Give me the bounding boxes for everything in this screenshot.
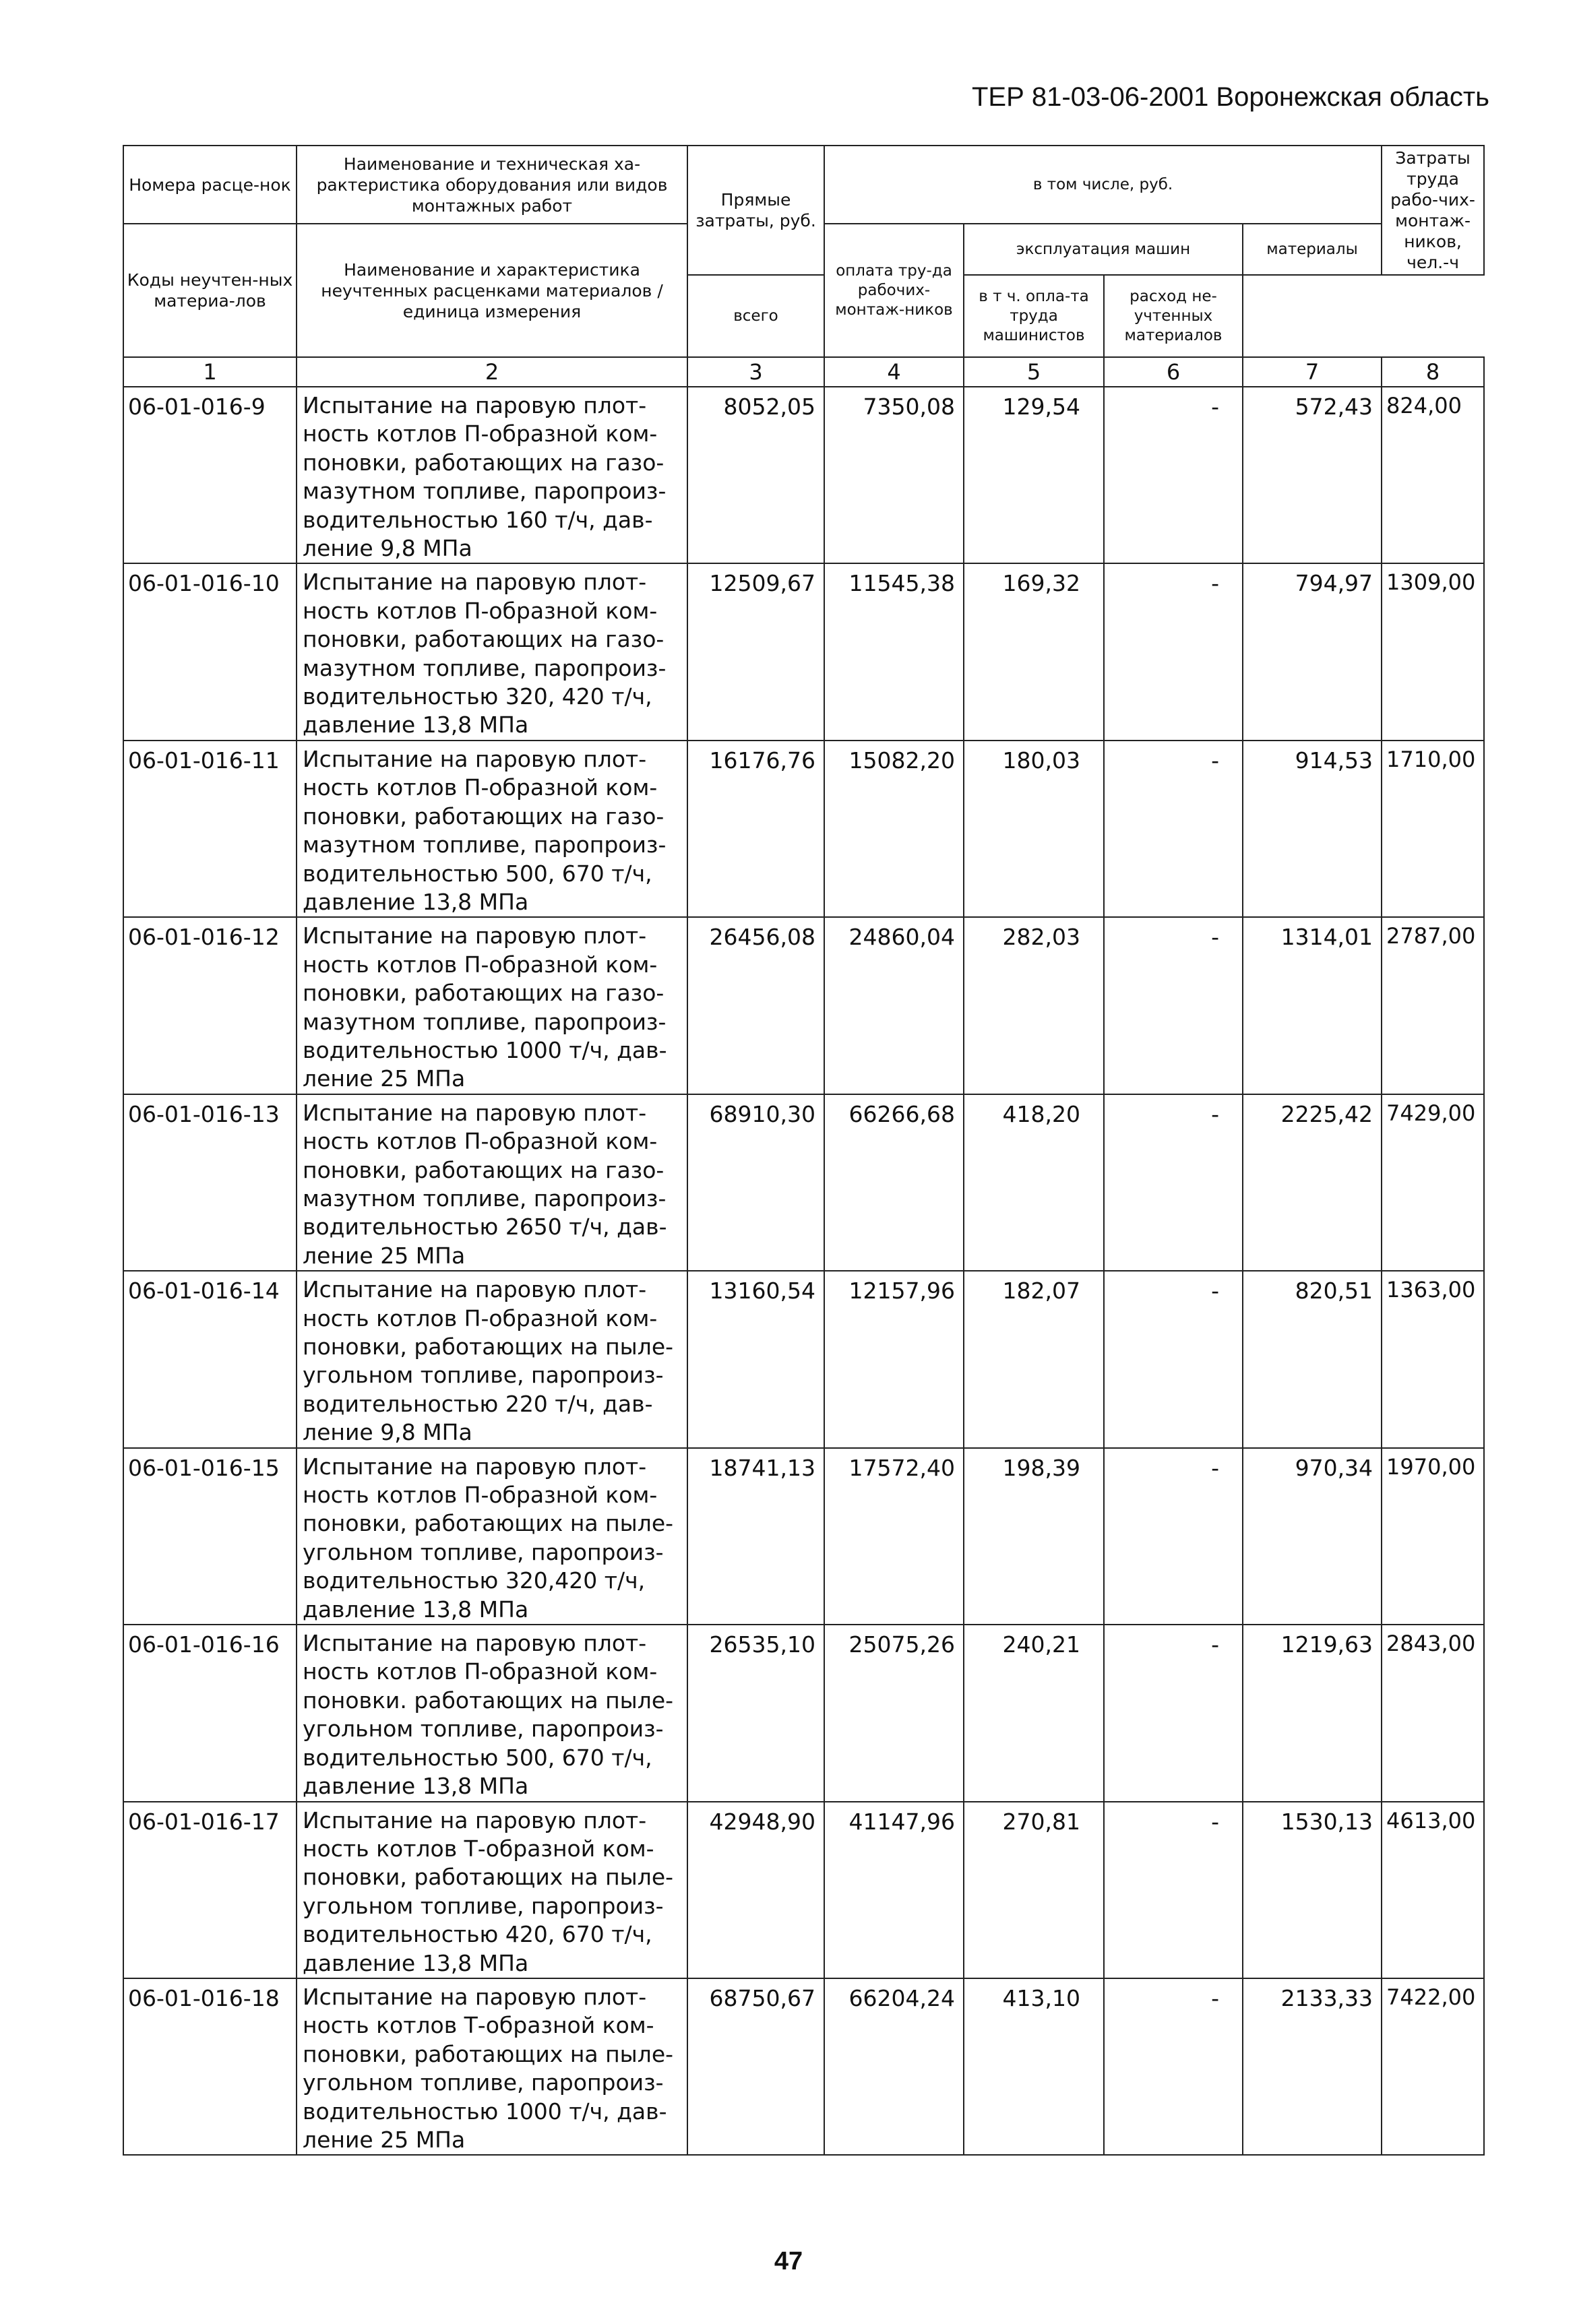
header-col2-bottom: Наименование и характеристика неучтенных расценками материалов / единица измерения bbox=[297, 224, 687, 357]
machinists-labor-cell: - bbox=[1104, 1448, 1243, 1625]
machines-total-cell: 413,10 bbox=[964, 1978, 1104, 2155]
labor-hours-cell: 4613,00 bbox=[1382, 1802, 1484, 1978]
machinists-labor-cell: - bbox=[1104, 1271, 1243, 1447]
header-col6: в т ч. опла-та труда машинистов bbox=[964, 275, 1104, 357]
column-number: 3 bbox=[687, 357, 824, 387]
labor-cost-cell: 41147,96 bbox=[824, 1802, 964, 1978]
materials-cell: 820,51 bbox=[1243, 1271, 1382, 1447]
direct-costs-cell: 42948,90 bbox=[687, 1802, 824, 1978]
materials-cell: 914,53 bbox=[1243, 741, 1382, 917]
column-number: 5 bbox=[964, 357, 1104, 387]
labor-hours-cell: 824,00 bbox=[1382, 387, 1484, 563]
table-row bbox=[123, 387, 1484, 563]
column-number: 2 bbox=[297, 357, 687, 387]
table-row bbox=[123, 1978, 1484, 2155]
rate-code-cell: 06-01-016-15 bbox=[123, 1448, 297, 1625]
machines-total-cell: 182,07 bbox=[964, 1271, 1104, 1447]
rate-code-cell: 06-01-016-10 bbox=[123, 563, 297, 740]
rates-table-body bbox=[123, 146, 1484, 2155]
labor-cost-cell: 17572,40 bbox=[824, 1448, 964, 1625]
description-cell: Испытание на паровую плот-ность котлов П-образной ком-поновки, работающих на пыле-угольном топливе, паропроиз-водительностью 220 т/ч, дав-ление 9,8 МПа bbox=[297, 1271, 687, 1447]
labor-cost-cell: 11545,38 bbox=[824, 563, 964, 740]
direct-costs-cell: 26535,10 bbox=[687, 1625, 824, 1801]
header-row-1 bbox=[123, 146, 1484, 224]
labor-cost-cell: 25075,26 bbox=[824, 1625, 964, 1801]
header-col2-top: Наименование и техническая ха-рактеристика оборудования или видов монтажных работ bbox=[297, 146, 687, 224]
rate-code-cell: 06-01-016-18 bbox=[123, 1978, 297, 2155]
rate-code-cell: 06-01-016-13 bbox=[123, 1094, 297, 1271]
labor-cost-cell: 7350,08 bbox=[824, 387, 964, 563]
labor-cost-cell: 66204,24 bbox=[824, 1978, 964, 2155]
page-number: 47 bbox=[774, 2247, 803, 2275]
materials-cell: 2133,33 bbox=[1243, 1978, 1382, 2155]
table-row bbox=[123, 1625, 1484, 1801]
column-number: 8 bbox=[1382, 357, 1484, 387]
materials-cell: 1530,13 bbox=[1243, 1802, 1382, 1978]
rate-code-cell: 06-01-016-12 bbox=[123, 917, 297, 1094]
column-number: 6 bbox=[1104, 357, 1243, 387]
description-cell: Испытание на паровую плот-ность котлов П-образной ком-поновки, работающих на газо-мазутном топливе, паропроиз-водительностью 320, 420 т/ч, давление 13,8 МПа bbox=[297, 563, 687, 740]
machinists-labor-cell: - bbox=[1104, 917, 1243, 1094]
labor-hours-cell: 1970,00 bbox=[1382, 1448, 1484, 1625]
description-cell: Испытание на паровую плот-ность котлов П-образной ком-поновки, работающих на газо-мазутном топливе, паропроиз-водительностью 2650 т/ч, дав-ление 25 МПа bbox=[297, 1094, 687, 1271]
machines-total-cell: 169,32 bbox=[964, 563, 1104, 740]
description-cell: Испытание на паровую плот-ность котлов П-образной ком-поновки, работающих на пыле-угольном топливе, паропроиз-водительностью 320,420 т/ч, давление 13,8 МПа bbox=[297, 1448, 687, 1625]
table-row bbox=[123, 917, 1484, 1094]
description-cell: Испытание на паровую плот-ность котлов П-образной ком-поновки, работающих на газо-мазутном топливе, паропроиз-водительностью 160 т/ч, дав-ление 9,8 МПа bbox=[297, 387, 687, 563]
document-header-title: ТЕР 81-03-06-2001 Воронежская область bbox=[971, 82, 1489, 112]
rate-code-cell: 06-01-016-17 bbox=[123, 1802, 297, 1978]
direct-costs-cell: 18741,13 bbox=[687, 1448, 824, 1625]
table-row bbox=[123, 1448, 1484, 1625]
machines-total-cell: 270,81 bbox=[964, 1802, 1104, 1978]
materials-cell: 794,97 bbox=[1243, 563, 1382, 740]
header-machines-group: эксплуатация машин bbox=[964, 224, 1243, 275]
description-cell: Испытание на паровую плот-ность котлов П-образной ком-поновки, работающих на газо-мазутном топливе, паропроиз-водительностью 500, 670 т/ч, давление 13,8 МПа bbox=[297, 741, 687, 917]
direct-costs-cell: 26456,08 bbox=[687, 917, 824, 1094]
direct-costs-cell: 68750,67 bbox=[687, 1978, 824, 2155]
header-group-including: в том числе, руб. bbox=[824, 146, 1382, 224]
header-col8: Затраты труда рабо-чих-монтаж-ников, чел.-ч bbox=[1382, 146, 1484, 275]
labor-cost-cell: 12157,96 bbox=[824, 1271, 964, 1447]
materials-cell: 572,43 bbox=[1243, 387, 1382, 563]
machines-total-cell: 282,03 bbox=[964, 917, 1104, 1094]
labor-hours-cell: 2787,00 bbox=[1382, 917, 1484, 1094]
description-cell: Испытание на паровую плот-ность котлов П-образной ком-поновки, работающих на газо-мазутном топливе, паропроиз-водительностью 1000 т/ч, дав-ление 25 МПа bbox=[297, 917, 687, 1094]
direct-costs-cell: 8052,05 bbox=[687, 387, 824, 563]
machinists-labor-cell: - bbox=[1104, 1802, 1243, 1978]
machinists-labor-cell: - bbox=[1104, 741, 1243, 917]
direct-costs-cell: 12509,67 bbox=[687, 563, 824, 740]
description-cell: Испытание на паровую плот-ность котлов Т-образной ком-поновки, работающих на пыле-угольном топливе, паропроиз-водительностью 420, 670 т/ч, давление 13,8 МПа bbox=[297, 1802, 687, 1978]
machines-total-cell: 198,39 bbox=[964, 1448, 1104, 1625]
machinists-labor-cell: - bbox=[1104, 387, 1243, 563]
machines-total-cell: 418,20 bbox=[964, 1094, 1104, 1271]
rates-table bbox=[123, 145, 1485, 2156]
header-col1-top: Номера расце-нок bbox=[123, 146, 297, 224]
column-number: 1 bbox=[123, 357, 297, 387]
column-number: 7 bbox=[1243, 357, 1382, 387]
labor-hours-cell: 1363,00 bbox=[1382, 1271, 1484, 1447]
machines-total-cell: 240,21 bbox=[964, 1625, 1104, 1801]
machinists-labor-cell: - bbox=[1104, 1094, 1243, 1271]
rate-code-cell: 06-01-016-14 bbox=[123, 1271, 297, 1447]
direct-costs-cell: 13160,54 bbox=[687, 1271, 824, 1447]
rate-code-cell: 06-01-016-11 bbox=[123, 741, 297, 917]
description-cell: Испытание на паровую плот-ность котлов П-образной ком-поновки. работающих на пыле-угольном топливе, паропроиз-водительностью 500, 670 т/ч, давление 13,8 МПа bbox=[297, 1625, 687, 1801]
direct-costs-cell: 68910,30 bbox=[687, 1094, 824, 1271]
machinists-labor-cell: - bbox=[1104, 1978, 1243, 2155]
materials-cell: 2225,42 bbox=[1243, 1094, 1382, 1271]
materials-cell: 1219,63 bbox=[1243, 1625, 1382, 1801]
column-number: 4 bbox=[824, 357, 964, 387]
header-col3: Прямые затраты, руб. bbox=[687, 146, 824, 275]
labor-hours-cell: 1710,00 bbox=[1382, 741, 1484, 917]
description-cell: Испытание на паровую плот-ность котлов Т-образной ком-поновки, работающих на пыле-угольном топливе, паропроиз-водительностью 1000 т/ч, дав-ление 25 МПа bbox=[297, 1978, 687, 2155]
table-row bbox=[123, 1271, 1484, 1447]
labor-hours-cell: 2843,00 bbox=[1382, 1625, 1484, 1801]
header-materials-group: материалы bbox=[1243, 224, 1382, 275]
direct-costs-cell: 16176,76 bbox=[687, 741, 824, 917]
table-row bbox=[123, 563, 1484, 740]
labor-cost-cell: 15082,20 bbox=[824, 741, 964, 917]
column-number-row bbox=[123, 357, 1484, 387]
labor-cost-cell: 66266,68 bbox=[824, 1094, 964, 1271]
header-col1-bottom: Коды неучтен-ных материа-лов bbox=[123, 224, 297, 357]
labor-hours-cell: 7422,00 bbox=[1382, 1978, 1484, 2155]
materials-cell: 970,34 bbox=[1243, 1448, 1382, 1625]
header-col4: оплата тру-да рабочих-монтаж-ников bbox=[824, 224, 964, 357]
rate-code-cell: 06-01-016-9 bbox=[123, 387, 297, 563]
table-row bbox=[123, 741, 1484, 917]
table-row bbox=[123, 1802, 1484, 1978]
rate-code-cell: 06-01-016-16 bbox=[123, 1625, 297, 1801]
materials-cell: 1314,01 bbox=[1243, 917, 1382, 1094]
machines-total-cell: 180,03 bbox=[964, 741, 1104, 917]
machinists-labor-cell: - bbox=[1104, 563, 1243, 740]
labor-hours-cell: 1309,00 bbox=[1382, 563, 1484, 740]
table-row bbox=[123, 1094, 1484, 1271]
header-col5: всего bbox=[687, 275, 824, 357]
machinists-labor-cell: - bbox=[1104, 1625, 1243, 1801]
labor-cost-cell: 24860,04 bbox=[824, 917, 964, 1094]
header-col7: расход не-учтенных материалов bbox=[1104, 275, 1243, 357]
machines-total-cell: 129,54 bbox=[964, 387, 1104, 563]
labor-hours-cell: 7429,00 bbox=[1382, 1094, 1484, 1271]
